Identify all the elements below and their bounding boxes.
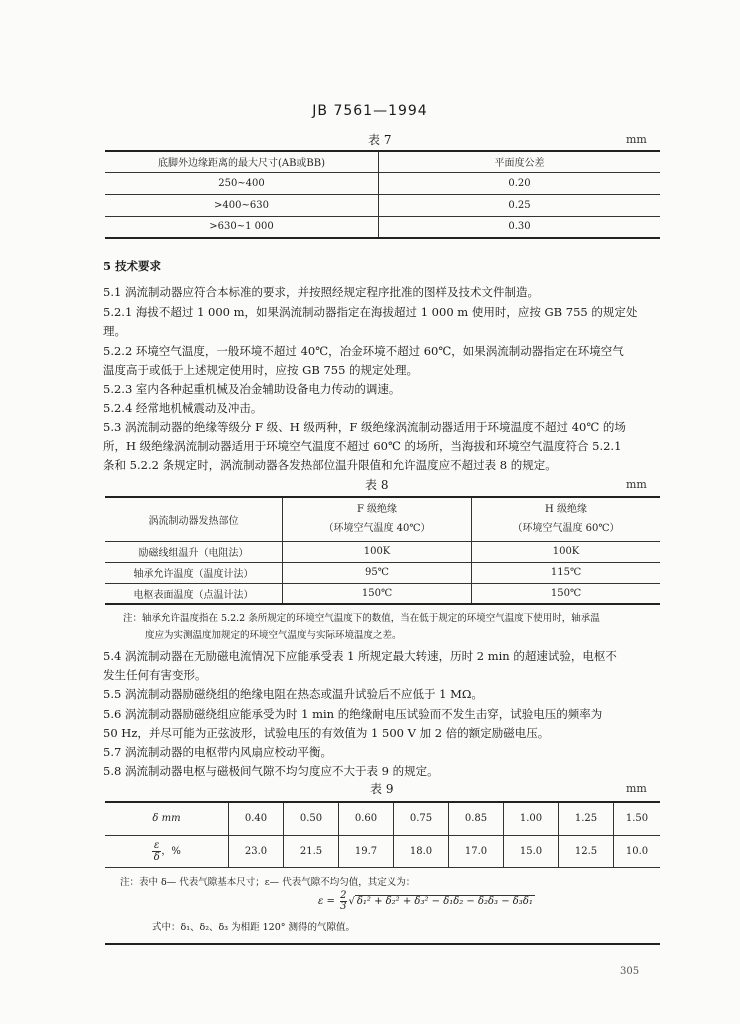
table-cell: 21.5: [284, 835, 339, 867]
table-cell: 150℃: [550, 587, 582, 599]
table8-note: [123, 610, 668, 644]
table8-header-f-class: [283, 497, 472, 541]
table-cell: 励磁线组温升（电阻法）: [105, 541, 283, 562]
clause-5-7: 5.7 涡流制动器的电枢带内风扇应校动平衡。: [103, 745, 332, 759]
table9-row2-label: [105, 835, 229, 867]
table9-formula: ε = $\frac{2}{3}$ √ δ₁² + δ₂² + δ₃² − δ₁δ₂ − δ₂δ₃ − δ₃δ₁: [318, 890, 533, 912]
table-cell: 0.20: [508, 177, 531, 189]
table8-unit: mm: [626, 478, 647, 491]
table-cell: >400~630: [105, 194, 379, 216]
document-number: JB 7561—1994: [312, 103, 428, 119]
table-cell: 100K: [283, 541, 472, 562]
table-cell: 12.5: [559, 835, 614, 867]
table8-note-line2: 度应为实测温度加规定的环境空气温度与实际环境温度之差。: [145, 630, 402, 641]
table-cell: 0.30: [508, 221, 531, 233]
clause-5-2-2-line2: 温度高于或低于上述规定使用时，应按 GB 755 的规定处理。: [103, 363, 419, 377]
clause-5-2-4: 5.2.4 经常地机械震动及冲击。: [103, 401, 263, 415]
table-cell: 17.0: [449, 835, 504, 867]
table-cell: 15.0: [504, 835, 559, 867]
table-cell: 0.85: [449, 803, 504, 835]
formula-frac-num: 2: [340, 890, 347, 901]
table9-note-line2: 式中：δ₁、δ₂、δ₃ 为相距 120° 测得的气隙值。: [152, 922, 356, 933]
clause-5-6-line1: 5.6 涡流制动器励磁绕组应能承受为时 1 min 的绝缘耐电压试验而不发生击穿，试验电压的频率为: [103, 707, 603, 721]
table9-note-line1: 注：表中 δ— 代表气隙基本尺寸；ε— 代表气隙不均匀值，其定义为：: [120, 877, 416, 888]
clause-5-8: 5.8 涡流制动器电枢与磁极间气隙不均匀度应不大于表 9 的规定。: [103, 764, 439, 778]
clause-5-2-2-line1: 5.2.2 环境空气温度，一般环境不超过 40℃，冶金环境不超过 60℃，如果涡流制动器指定在环境空气: [103, 344, 624, 358]
table9-caption: 表 9: [370, 782, 394, 796]
table8-header-f-class-line2: （环境空气温度 40℃）: [323, 523, 431, 535]
table-cell: 250~400: [105, 172, 379, 194]
table7: [105, 150, 660, 239]
table9-row2-label-unit: ，%: [161, 845, 181, 857]
table-cell: 150℃: [283, 583, 472, 604]
table8-caption: 表 8: [365, 478, 389, 492]
table-cell: 1.50: [625, 813, 649, 825]
table-cell: 0.60: [339, 803, 394, 835]
table8-header-f-class-line1: F 级绝缘: [356, 504, 398, 516]
table-cell: 19.7: [339, 835, 394, 867]
clause-5-6-line2: 50 Hz，并尽可能为正弦波形，试验电压的有效值为 1 500 V 加 2 倍的额定励磁电压。: [103, 726, 550, 740]
table-cell: 电枢表面温度（点温计法）: [105, 583, 283, 604]
table-cell: 0.40: [229, 803, 284, 835]
table7-header-tolerance: 平面度公差: [494, 158, 545, 170]
table-cell: 10.0: [625, 845, 649, 857]
section-5-title: 5 技术要求: [103, 259, 162, 273]
table8-header-h-class-line1: H 级绝缘: [545, 504, 587, 516]
table7-header-dimension: 底脚外边缘距离的最大尺寸(AB或BB): [105, 151, 379, 172]
clause-5-3-line3: 条和 5.2.2 条规定时，涡流制动器各发热部位温升限值和允许温度应不超过表 8 的规定。: [103, 458, 557, 472]
table-cell: 1.00: [504, 803, 559, 835]
table9-row2-label-den: δ: [153, 851, 160, 863]
page-number: 305: [620, 966, 640, 977]
formula-frac-den: 3: [340, 901, 347, 912]
table-cell: >630~1 000: [105, 216, 379, 238]
table9-row2-label-num: ε: [154, 839, 160, 851]
table-cell: 115℃: [550, 567, 582, 578]
table8: [105, 496, 660, 605]
table-cell: 95℃: [283, 562, 472, 583]
clause-5-4-line1: 5.4 涡流制动器在无励磁电流情况下应能承受表 1 所规定最大转速，历时 2 min 的超速试验，电枢不: [103, 649, 617, 663]
table-cell: 100K: [552, 546, 580, 557]
clause-5-2-3: 5.2.3 室内各种起重机械及冶金辅助设备电力传动的调速。: [103, 382, 401, 396]
table-cell: 1.25: [559, 803, 614, 835]
table-cell: 18.0: [394, 835, 449, 867]
clause-5-5: 5.5 涡流制动器励磁绕组的绝缘电阻在热态或温升试验后不应低于 1 MΩ。: [103, 687, 483, 701]
table9: [105, 803, 660, 868]
table7-unit: mm: [626, 133, 647, 146]
table8-header-h-class-line2: （环境空气温度 60℃）: [512, 523, 620, 535]
table9-unit: mm: [626, 782, 647, 795]
clause-5-1: 5.1 涡流制动器应符合本标准的要求，并按照经规定程序批准的图样及技术文件制造。: [103, 285, 539, 299]
table-cell: 0.75: [394, 803, 449, 835]
clause-5-2-1-line1: 5.2.1 海拔不超过 1 000 m，如果涡流制动器指定在海拔超过 1 000 m 使用时，应按 GB 755 的规定处: [103, 305, 638, 319]
formula-lhs: ε =: [318, 896, 335, 907]
table8-header-part: 涡流制动器发热部位: [105, 497, 283, 541]
table-cell: 0.50: [284, 803, 339, 835]
clause-5-3-line1: 5.3 涡流制动器的绝缘等级分 F 级、H 级两种，F 级绝缘涡流制动器适用于环境温度不超过 40℃ 的场: [103, 420, 626, 434]
clause-5-2-1-line2: 理。: [103, 324, 126, 338]
table-cell: 0.25: [508, 199, 531, 211]
table-cell: 轴承允许温度（温度计法）: [105, 562, 283, 583]
table8-header-h-class: [472, 497, 661, 541]
table8-note-line1: 注：轴承允许温度指在 5.2.2 条所规定的环境空气温度下的数值，当在低于规定的环境空气温度下使用时，轴承温: [123, 613, 600, 624]
table-cell: 23.0: [229, 835, 284, 867]
formula-radicand: δ₁² + δ₂² + δ₃² − δ₁δ₂ − δ₂δ₃ − δ₃δ₁: [356, 896, 533, 907]
table7-caption: 表 7: [368, 133, 392, 147]
clause-5-4-line2: 发生任何有害变形。: [103, 668, 207, 682]
table9-row1-label: δ mm: [105, 803, 229, 835]
clause-5-3-line2: 所，H 级绝缘涡流制动器适用于环境空气温度不超过 60℃ 的场所，当海拔和环境空气温度符合 5.2.1: [103, 439, 622, 453]
